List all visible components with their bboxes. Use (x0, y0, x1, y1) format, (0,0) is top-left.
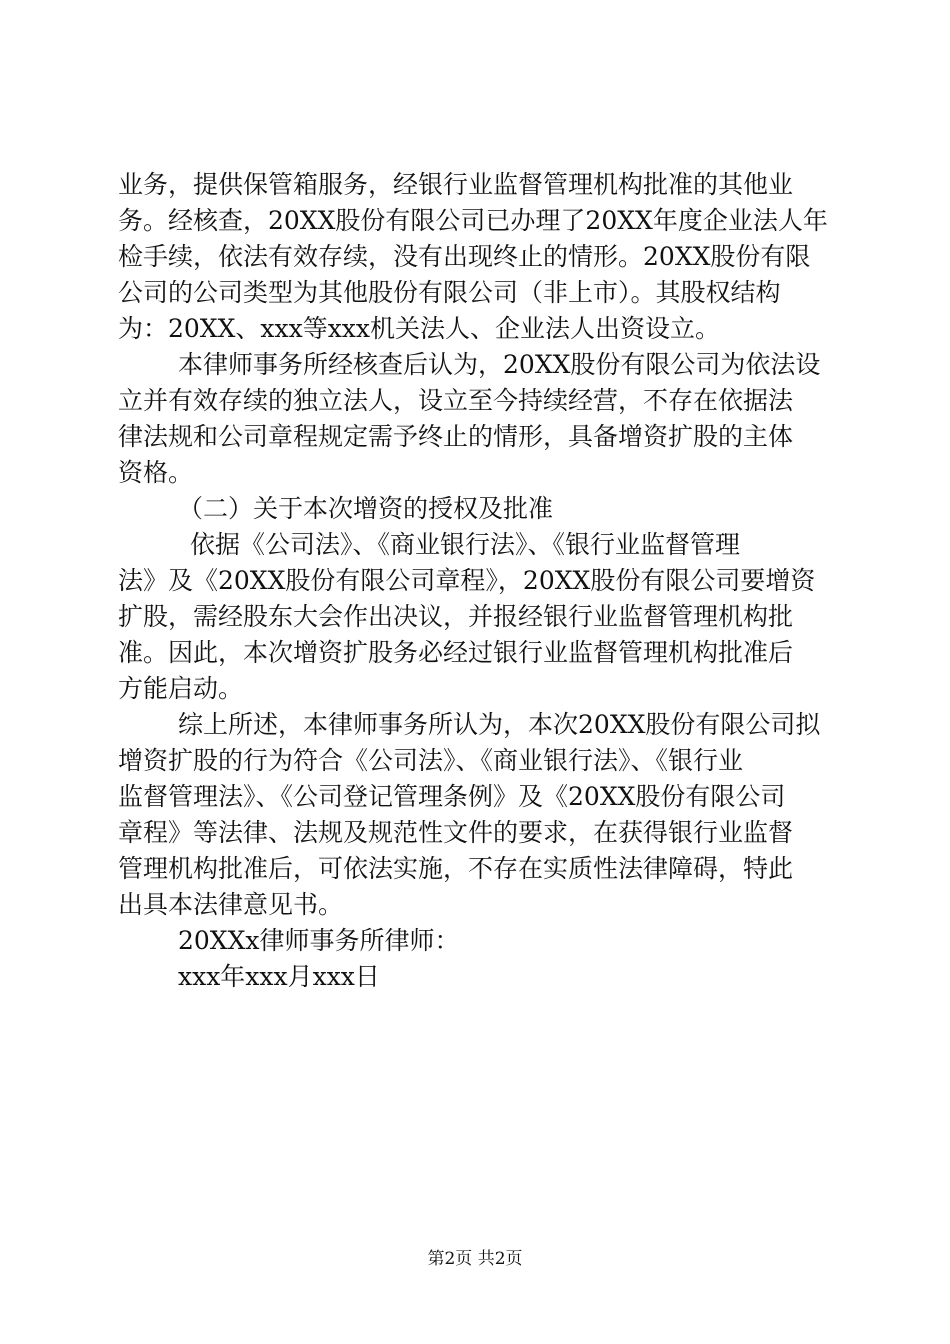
body-text-line: 业务，提供保管箱服务，经银行业监督管理机构批准的其他业 (118, 170, 794, 199)
body-text-line: 为：20XX、xxx等xxx机关法人、企业法人出资设立。 (118, 314, 721, 343)
paragraph-first-line: 本律师事务所经核查后认为，20XX股份有限公司为依法设 (178, 350, 821, 379)
body-text-line: 公司的公司类型为其他股份有限公司（非上市）。其股权结构 (118, 278, 781, 307)
body-text-line: 扩股，需经股东大会作出决议，并报经银行业监督管理机构批 (118, 602, 794, 631)
body-text-line: 章程》等法律、法规及规范性文件的要求，在获得银行业监督 (118, 818, 794, 847)
paragraph-first-line: 依据《公司法》、《商业银行法》、《银行业监督管理 (190, 530, 741, 559)
body-text-line: 监督管理法》、《公司登记管理条例》及《20XX股份有限公司 (118, 782, 786, 811)
date-line: xxx年xxx月xxx日 (178, 962, 380, 991)
body-text-line: 检手续，依法有效存续，没有出现终止的情形。20XX股份有限 (118, 242, 811, 271)
signature-line: 20XXx律师事务所律师： (178, 926, 460, 955)
body-text-line: 律法规和公司章程规定需予终止的情形，具备增资扩股的主体 (118, 422, 794, 451)
page-footer: 第2页 共2页 (427, 1249, 523, 1269)
body-text-line: 务。经核查，20XX股份有限公司已办理了20XX年度企业法人年 (118, 206, 828, 235)
body-text-line: 资格。 (118, 458, 194, 487)
body-text-line: 立并有效存续的独立法人，设立至今持续经营，不存在依据法 (118, 386, 794, 415)
body-text-line: 法》及《20XX股份有限公司章程》，20XX股份有限公司要增资 (118, 566, 816, 595)
body-text-line: 准。因此，本次增资扩股务必经过银行业监督管理机构批准后 (118, 638, 794, 667)
body-text-line: 管理机构批准后，可依法实施，不存在实质性法律障碍，特此 (118, 854, 794, 883)
body-text-line: 出具本法律意见书。 (118, 890, 344, 919)
body-text-line: 方能启动。 (118, 674, 244, 703)
body-text-line: 增资扩股的行为符合《公司法》、《商业银行法》、《银行业 (118, 746, 744, 775)
paragraph-first-line: 综上所述，本律师事务所认为，本次20XX股份有限公司拟 (178, 710, 821, 739)
section-heading: （二）关于本次增资的授权及批准 (178, 494, 554, 523)
